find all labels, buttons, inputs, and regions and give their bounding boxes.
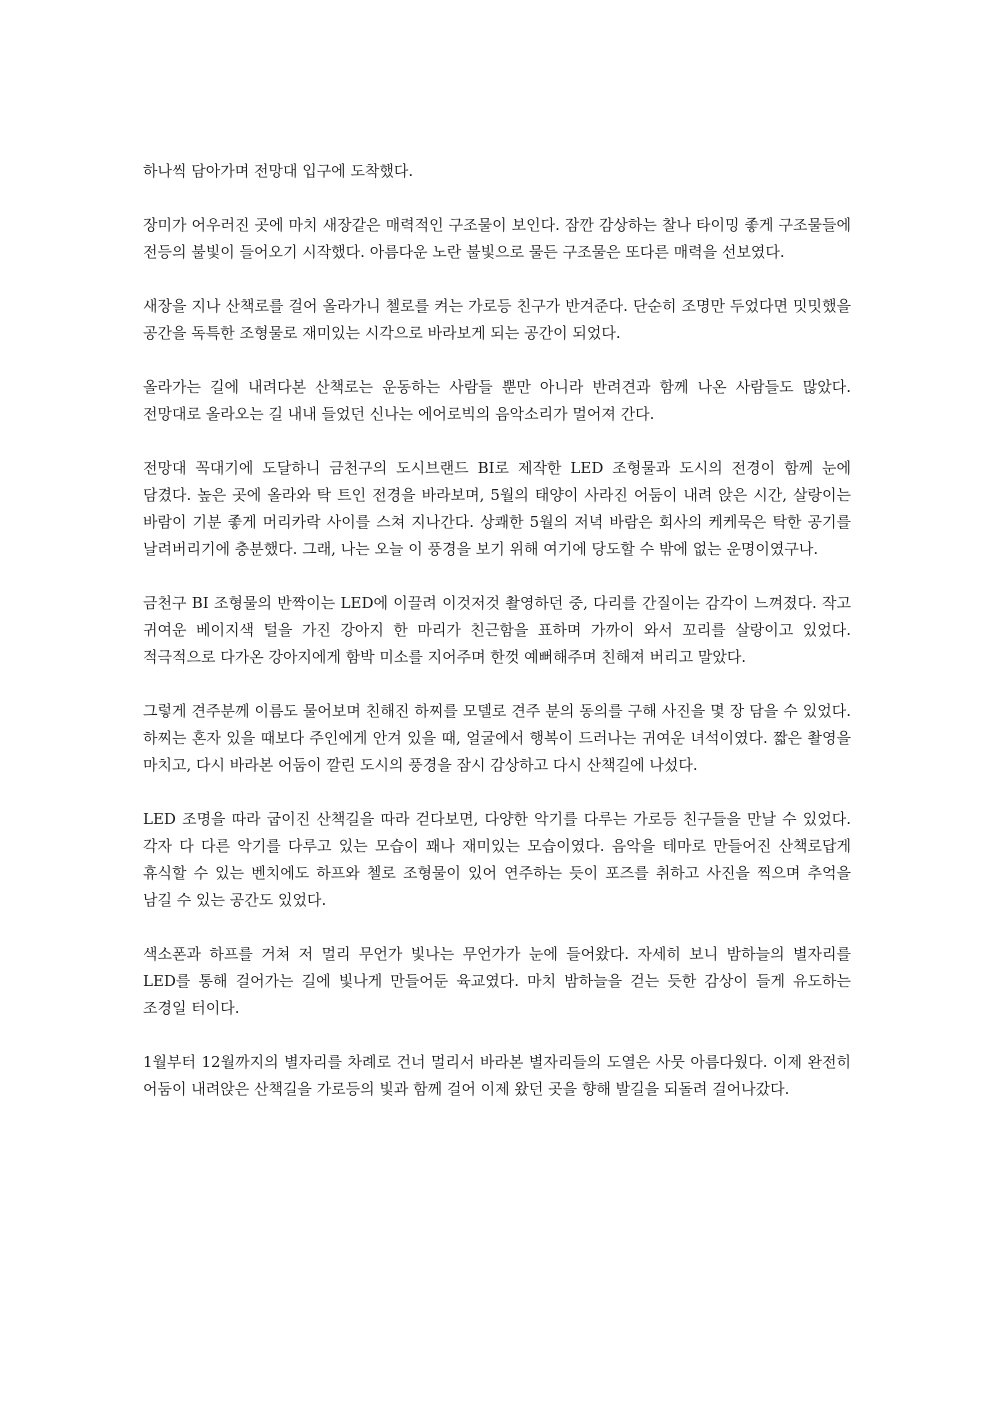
paragraph: 금천구 BI 조형물의 반짝이는 LED에 이끌려 이것저것 촬영하던 중, 다리를 간질이는 감각이 느껴졌다. 작고 귀여운 베이지색 털을 가진 강아지 한 마리가 친근함을 표하며 가까이 와서 꼬리를 살랑이고 있었다. 적극적으로 다가온 강아지에게 함박 미소를 지어주며 한껏 예뻐해주며 친해져 버리고 말았다. [143,594,851,666]
paragraph: 장미가 어우러진 곳에 마치 새장같은 매력적인 구조물이 보인다. 잠깐 감상하는 찰나 타이밍 좋게 구조물들에 전등의 불빛이 들어오기 시작했다. 아름다운 노란 불빛으로 물든 구조물은 또다른 매력을 선보였다. [143,216,851,261]
paragraph: 그렇게 견주분께 이름도 물어보며 친해진 하찌를 모델로 견주 분의 동의를 구해 사진을 몇 장 담을 수 있었다. 하찌는 혼자 있을 때보다 주인에게 안겨 있을 때, 얼굴에서 행복이 드러나는 귀여운 녀석이였다. 짧은 촬영을 마치고, 다시 바라본 어둠이 깔린 도시의 풍경을 잠시 감상하고 다시 산책길에 나섰다. [143,702,851,774]
paragraph: 하나씩 담아가며 전망대 입구에 도착했다. [143,162,414,180]
paragraph: 새장을 지나 산책로를 걸어 올라가니 첼로를 켜는 가로등 친구가 반겨준다. 단순히 조명만 두었다면 밋밋했을 공간을 독특한 조형물로 재미있는 시각으로 바라보게 되는 공간이 되었다. [143,297,851,342]
paragraph: LED 조명을 따라 굽이진 산책길을 따라 걷다보면, 다양한 악기를 다루는 가로등 친구들을 만날 수 있었다. 각자 다 다른 악기를 다루고 있는 모습이 꽤나 재미있는 모습이였다. 음악을 테마로 만들어진 산책로답게 휴식할 수 있는 벤치에도 하프와 첼로 조형물이 있어 연주하는 듯이 포즈를 취하고 사진을 찍으며 추억을 남길 수 있는 공간도 있었다. [143,810,851,909]
paragraph: 색소폰과 하프를 거쳐 저 멀리 무언가 빛나는 무언가가 눈에 들어왔다. 자세히 보니 밤하늘의 별자리를 LED를 통해 걸어가는 길에 빛나게 만들어둔 육교였다. 마치 밤하늘을 걷는 듯한 감상이 들게 유도하는 조경일 터이다. [143,945,851,1017]
document-body [143,158,851,1103]
paragraph: 1월부터 12월까지의 별자리를 차례로 건너 멀리서 바라본 별자리들의 도열은 사뭇 아름다웠다. 이제 완전히 어둠이 내려앉은 산책길을 가로등의 빛과 함께 걸어 이제 왔던 곳을 향해 발길을 되돌려 걸어나갔다. [143,1053,851,1098]
paragraph: 전망대 꼭대기에 도달하니 금천구의 도시브랜드 BI로 제작한 LED 조형물과 도시의 전경이 함께 눈에 담겼다. 높은 곳에 올라와 탁 트인 전경을 바라보며, 5월의 태양이 사라진 어둠이 내려 앉은 시간, 살랑이는 바람이 기분 좋게 머리카락 사이를 스쳐 지나간다. 상쾌한 5월의 저녁 바람은 회사의 케케묵은 탁한 공기를 날려버리기에 충분했다. 그래, 나는 오늘 이 풍경을 보기 위해 여기에 당도할 수 밖에 없는 운명이였구나. [143,459,851,558]
paragraph: 올라가는 길에 내려다본 산책로는 운동하는 사람들 뿐만 아니라 반려견과 함께 나온 사람들도 많았다. 전망대로 올라오는 길 내내 들었던 신나는 에어로빅의 음악소리가 멀어져 간다. [143,378,851,423]
